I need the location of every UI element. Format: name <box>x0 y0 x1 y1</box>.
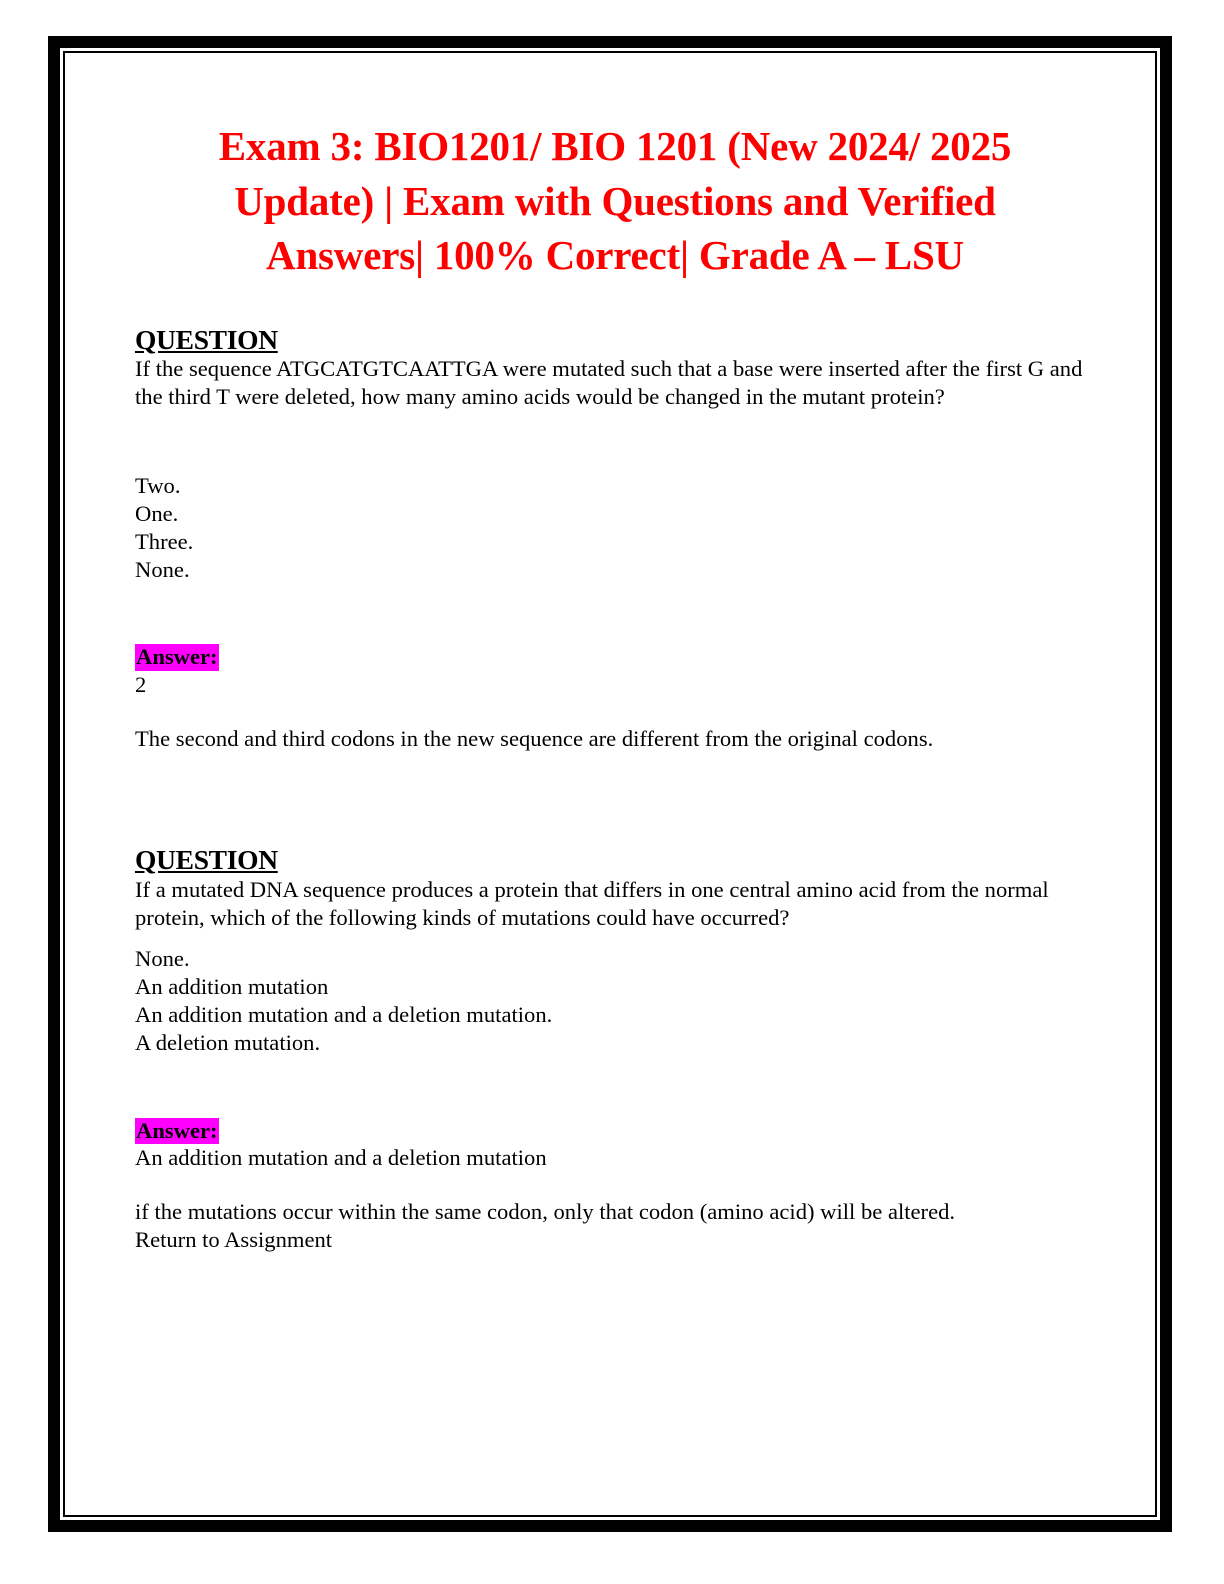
page-border-inner <box>63 51 1157 1517</box>
spacer <box>135 699 1095 725</box>
answer-option[interactable]: One. <box>135 500 179 526</box>
answer-option[interactable]: An addition mutation <box>135 974 329 1000</box>
answer-option[interactable]: A deletion mutation. <box>135 1030 321 1056</box>
return-to-assignment-link[interactable]: Return to Assignment <box>135 1227 333 1253</box>
page-title: Exam 3: BIO1201/ BIO 1201 (New 2024/ 2025 Update) | Exam with Questions and Verified Answers| 100% Correct| Grade A – LSU <box>218 123 1012 279</box>
spacer <box>135 283 1095 325</box>
answer-option[interactable]: None. <box>135 946 190 972</box>
answer-value-2: An addition mutation and a deletion mutation <box>135 1145 547 1171</box>
question-prompt-1-text: If the sequence ATGCATGTCAATTGA were mutated such that a base were inserted after the first G and the third T were deleted, how many amino acids would be changed in the mutant protein? <box>135 356 1083 410</box>
question-heading-1-row <box>135 325 1095 356</box>
question-block-1 <box>135 325 1095 753</box>
spacer <box>135 1058 1095 1118</box>
answer-explanation-2: if the mutations occur within the same codon, only that codon (amino acid) will be altered. <box>135 1199 956 1225</box>
spacer <box>135 753 1095 845</box>
answer-label-row-2 <box>135 1118 1095 1145</box>
answer-label: Answer: <box>136 644 218 670</box>
answer-option-list-2 <box>135 945 1095 1058</box>
answer-option[interactable]: Two. <box>135 472 181 498</box>
question-prompt-2-text: If a mutated DNA sequence produces a protein that differs in one central amino acid from the normal protein, which of the following kinds of mutations could have occurred? <box>135 876 1049 930</box>
answer-option[interactable]: Three. <box>135 528 194 554</box>
answer-option-list-1 <box>135 472 1095 585</box>
question-prompt-2 <box>135 876 1095 932</box>
question-prompt-1 <box>135 355 1095 411</box>
question-heading-2: QUESTION <box>135 844 278 875</box>
document-body <box>65 53 1155 1515</box>
answer-explanation-1: The second and third codons in the new sequence are different from the original codons. <box>135 725 934 751</box>
answer-label-row-1 <box>135 644 1095 671</box>
question-block-2 <box>135 845 1095 1255</box>
spacer <box>135 932 1095 945</box>
spacer <box>135 584 1095 644</box>
spacer <box>135 1172 1095 1198</box>
spacer <box>135 412 1095 472</box>
answer-option[interactable]: An addition mutation and a deletion mutation. <box>135 1002 553 1028</box>
question-heading-2-row <box>135 845 1095 876</box>
answer-value-1: 2 <box>135 671 147 697</box>
answer-option[interactable]: None. <box>135 556 190 582</box>
question-heading-1: QUESTION <box>135 323 278 355</box>
answer-label: Answer: <box>136 1117 218 1143</box>
page-border-outer <box>48 36 1172 1532</box>
